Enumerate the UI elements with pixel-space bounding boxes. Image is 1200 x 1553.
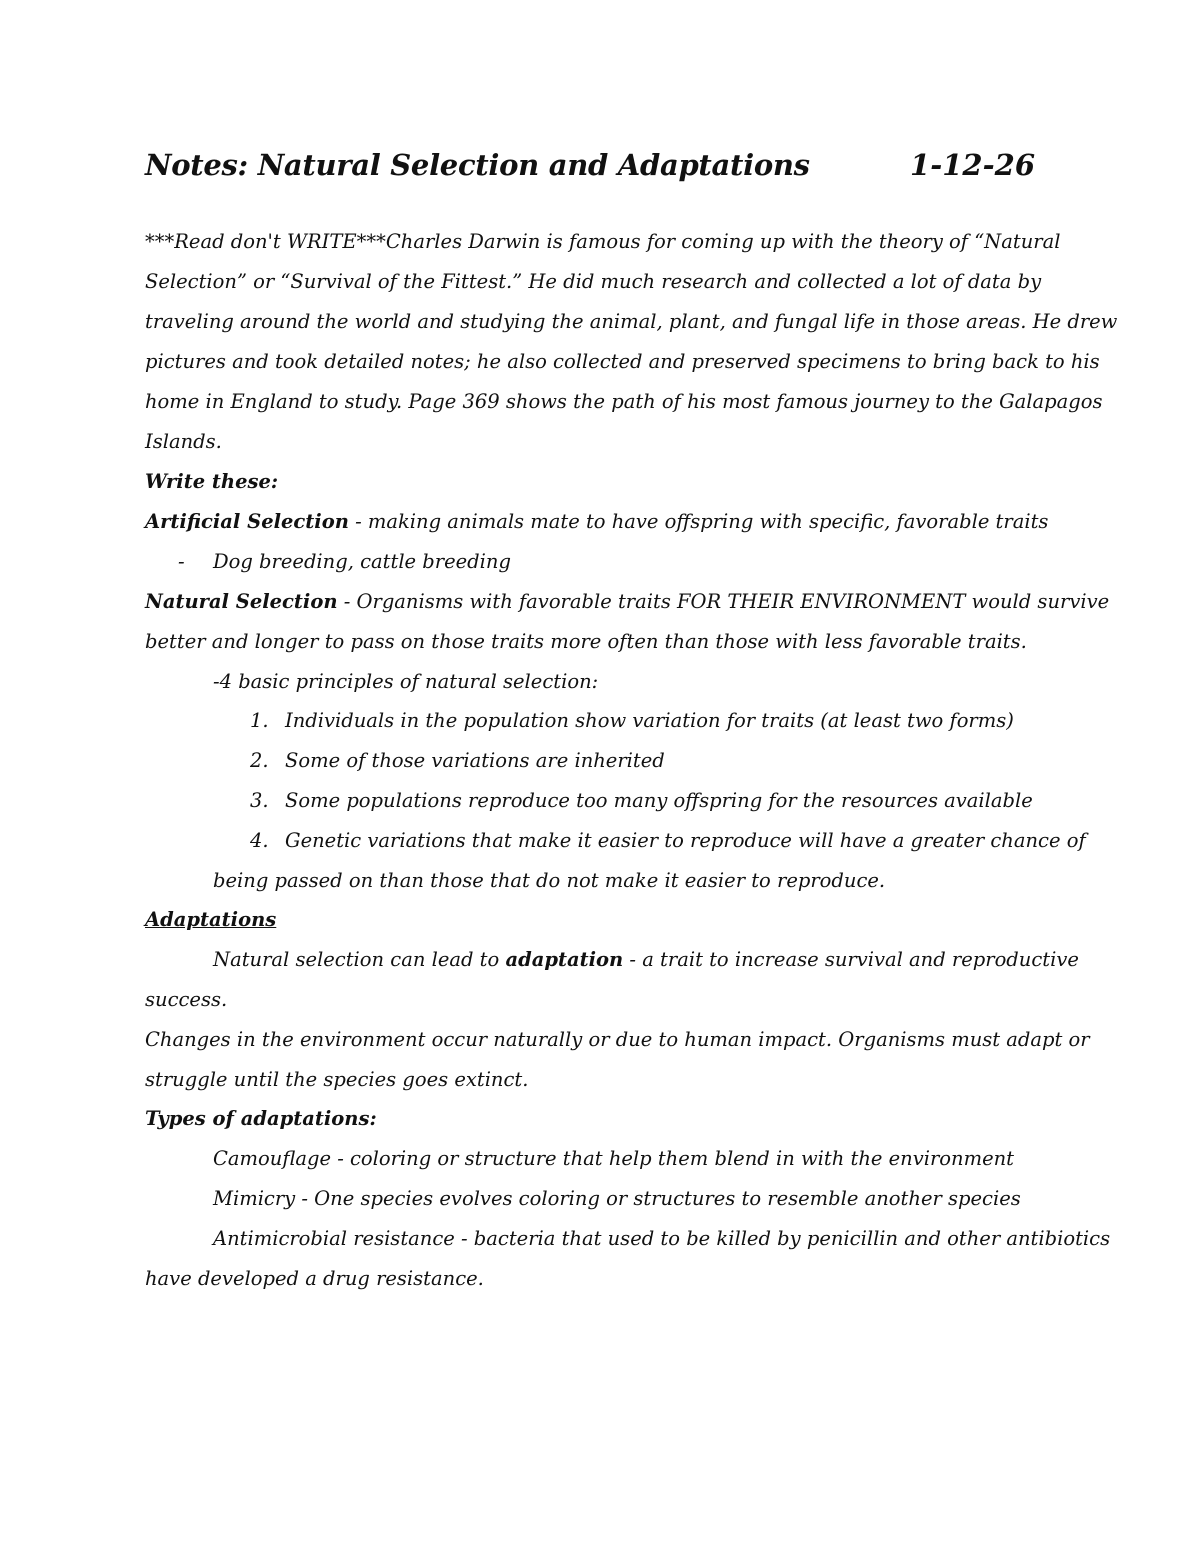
- intro-line-6: Islands.: [145, 430, 222, 453]
- adaptation-definition-cont: success.: [145, 988, 228, 1011]
- artificial-selection-definition: [145, 509, 1048, 535]
- natural-selection-definition-cont: better and longer to pass on those traits more often than those with less favorable traits.: [145, 630, 1027, 653]
- artificial-selection-text: - making animals mate to have offspring with specific, favorable traits: [348, 510, 1049, 533]
- principle-4-cont: being passed on than those that do not make it easier to reproduce.: [213, 869, 886, 892]
- principle-text: Some populations reproduce too many offspring for the resources available: [285, 789, 1033, 812]
- antimicrobial-item-cont: have developed a drug resistance.: [145, 1267, 484, 1290]
- antimicrobial-item: Antimicrobial resistance - bacteria that used to be killed by penicillin and other antibiotics: [213, 1227, 1111, 1250]
- page-date: 1-12-26: [910, 148, 1035, 182]
- adaptation-lead: Natural selection can lead to: [213, 948, 506, 971]
- intro-line-2: Selection” or “Survival of the Fittest.” He did much research and collected a lot of data by: [145, 270, 1042, 293]
- principle-text: Individuals in the population show variation for traits (at least two forms): [285, 709, 1014, 732]
- page-title: Notes: Natural Selection and Adaptations: [145, 148, 810, 182]
- principle-text: Genetic variations that make it easier to reproduce will have a greater chance of: [285, 829, 1086, 852]
- natural-selection-text: - Organisms with favorable traits FOR THEIR ENVIRONMENT would survive: [337, 590, 1110, 613]
- camouflage-item: Camouflage - coloring or structure that help them blend in with the environment: [213, 1147, 1015, 1170]
- principle-number: 1.: [250, 709, 269, 732]
- header-row: [145, 148, 1035, 188]
- principle-text: Some of those variations are inherited: [285, 749, 665, 772]
- intro-line-3: traveling around the world and studying the animal, plant, and fungal life in those areas. He drew: [145, 310, 1118, 333]
- write-these-heading: Write these:: [145, 470, 279, 493]
- intro-line-5: home in England to study. Page 369 shows the path of his most famous journey to the Galapagos: [145, 390, 1103, 413]
- intro-line-4: pictures and took detailed notes; he also collected and preserved specimens to bring back to his: [145, 350, 1100, 373]
- environment-change-line-1: Changes in the environment occur naturally or due to human impact. Organisms must adapt or: [145, 1028, 1090, 1051]
- principle-number: 3.: [250, 789, 269, 812]
- intro-line-1: ***Read don't WRITE***Charles Darwin is famous for coming up with the theory of “Natural: [145, 230, 1061, 253]
- principle-number: 4.: [250, 829, 269, 852]
- artificial-example: Dog breeding, cattle breeding: [213, 550, 511, 573]
- adaptations-heading: Adaptations: [145, 908, 277, 931]
- natural-selection-definition: [145, 589, 1109, 615]
- natural-selection-term: Natural Selection: [145, 590, 338, 613]
- artificial-selection-term: Artificial Selection: [145, 510, 349, 533]
- principle-number: 2.: [250, 749, 269, 772]
- types-of-adaptations-heading: Types of adaptations:: [145, 1107, 377, 1130]
- adaptation-term: adaptation: [505, 948, 624, 971]
- adaptation-definition: [213, 947, 1079, 973]
- principles-intro: -4 basic principles of natural selection:: [213, 670, 599, 693]
- adaptation-text: - a trait to increase survival and reproductive: [623, 948, 1079, 971]
- environment-change-line-2: struggle until the species goes extinct.: [145, 1068, 529, 1091]
- artificial-bullet: -: [178, 550, 185, 573]
- mimicry-item: Mimicry - One species evolves coloring or structures to resemble another species: [213, 1187, 1021, 1210]
